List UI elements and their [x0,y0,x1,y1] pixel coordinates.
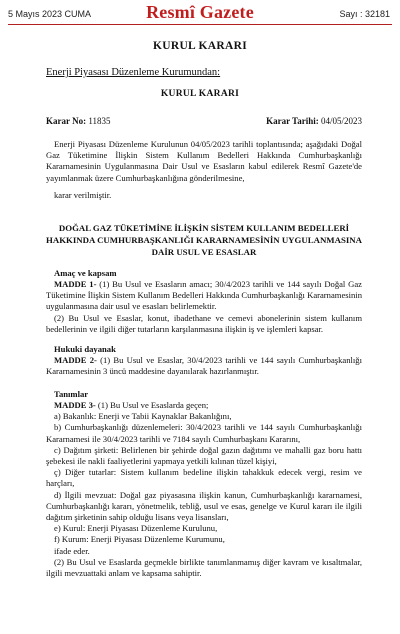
text-line: Cumhurbaşkanlığı kararı, yönetmelik, tebliğ, usul ve esas, genelge ve Kurul kararı ile ilgili [46,500,362,511]
header-date: 5 Mayıs 2023 CUMA [8,9,92,19]
gazette-title: Resmî Gazete [146,2,254,22]
gazette-header [0,0,400,24]
section-heading-legal-basis: Hukuki dayanak [54,344,116,354]
text-line: harçları, [46,478,75,489]
text-line: Kararnamesi ile 30/4/2023 tarihli ve 7184 sayılı Cumhurbaşkanı Kararını, [46,433,301,444]
text-line: uygulanmasına dair usul ve esasları belirlemektir. [46,301,217,312]
text-line: Tüketimine İlişkin Sistem Kullanım Bedelleri Hakkında Cumhurbaşkanlığı Kararnamesinin [46,290,362,301]
intro-paragraph [46,139,362,201]
section-heading-definitions: Tanımlar [54,389,89,399]
sub-heading: KURUL KARARI [160,89,240,99]
text-line: c) Dağıtım şirketi: Belirlenen bir şehirde doğal gazın dağıtımı ve mahalli gaz boru hattı [54,444,362,455]
section-heading-purpose: Amaç ve kapsam [54,268,117,278]
article-label: MADDE 3- [54,400,96,410]
text-line [46,400,362,411]
article-3 [46,400,362,579]
header-divider [8,24,392,25]
text-line: karar verilmiştir. [54,189,112,200]
article-label: MADDE 2- [54,355,97,365]
text-line: e) Kurul: Enerji Piyasası Düzenleme Kurulunu, [54,523,218,534]
article-1 [46,279,362,335]
decision-number-label: Karar No: [46,116,87,126]
text-line: dağıtım şirketinin sahip olduğu lisans veya lisansları, [46,512,229,523]
text-line: Kararnamesinin Uygulanmasına Dair Usul ve Esasların kabul edilerek Resmî Gazete'de [46,161,362,172]
text-line: (2) Bu Usul ve Esaslarda geçmekle birlikte tanımlanmamış diğer kavram ve kısaltmalar, [54,556,362,567]
text-fragment: (1) Bu Usul ve Esasların amacı; 30/4/2023 tarihli ve 144 sayılı Doğal Gaz [96,279,362,289]
text-line: Gaz Tüketimine İlişkin Sistem Kullanım Bedelleri Hakkında Cumhurbaşkanlığı [46,150,362,161]
institution-name: Enerji Piyasası Düzenleme Kurumundan: [46,67,221,78]
text-line: ilgili mevzuattaki anlam ve kapsama sahiptir. [46,568,202,579]
text-line [46,355,362,366]
issue-number: Sayı : 32181 [339,9,390,19]
title-line: DOĞAL GAZ TÜKETİMİNE İLİŞKİN SİSTEM KULLANIM BEDELLERİ [58,223,350,233]
text-line: bedellerinin ve ilgili diğer tutarların karşılanmasına ilişkin iş ve işlemleri kapsar. [46,323,324,334]
article-2 [46,355,362,377]
text-fragment: (1) Bu Usul ve Esaslarda geçen; [95,400,209,410]
text-line: Enerji Piyasası Düzenleme Kurulunun 04/05/2023 tarihli toplantısında; aşağıdaki Doğal [54,139,362,149]
text-line: ç) Diğer tutarlar: Sistem kullanım bedeline ilişkin tahakkuk edecek vergi, resim ve [54,467,362,478]
text-line: f) Kurum: Enerji Piyasası Düzenleme Kurumunu, [54,534,225,545]
text-line: yayımlanmak üzere Cumhurbaşkanlığına gönderilmesine, [46,172,245,183]
decision-date-value: 04/05/2023 [320,116,362,126]
decision-number [46,116,111,126]
text-line: ifade eder. [54,545,90,556]
title-line: HAKKINDA CUMHURBAŞKANLIĞI KARARNAMESİNİN UYGULANMASINA [46,235,362,245]
decision-date-label: Karar Tarihi: [266,116,319,126]
title-line: DAİR USUL VE ESASLAR [151,247,257,257]
text-line: d) İlgili mevzuat: Doğal gaz piyasasına ilişkin kanun, Cumhurbaşkanlığı kararnamesi, [54,489,362,500]
text-line: Kararnamesinin 3 üncü maddesine dayanılarak hazırlanmıştır. [46,366,259,377]
article-label: MADDE 1- [54,279,97,289]
text-line [46,279,362,290]
decision-date [266,116,362,126]
text-line: a) Bakanlık: Enerji ve Tabii Kaynaklar Bakanlığını, [54,411,232,422]
text-fragment: (1) Bu Usul ve Esaslar, 30/4/2023 tarihli ve 144 sayılı Cumhurbaşkanlığı [96,355,362,365]
text-line: b) Cumhurbaşkanlığı düzenlemeleri: 30/4/2023 tarihli ve 144 sayılı Cumhurbaşkanlığı [54,422,362,433]
regulation-title [46,222,362,258]
text-line: şebekesi ile nakli faaliyetlerini yapmaya yetkili kılınan tüzel kişiyi, [46,456,277,467]
page-heading: KURUL KARARI [152,40,247,52]
text-line: (2) Bu Usul ve Esaslar, konut, ibadethane ve cemevi abonelerinin sistem kullanım [54,312,362,323]
decision-number-value: 11835 [88,116,111,126]
